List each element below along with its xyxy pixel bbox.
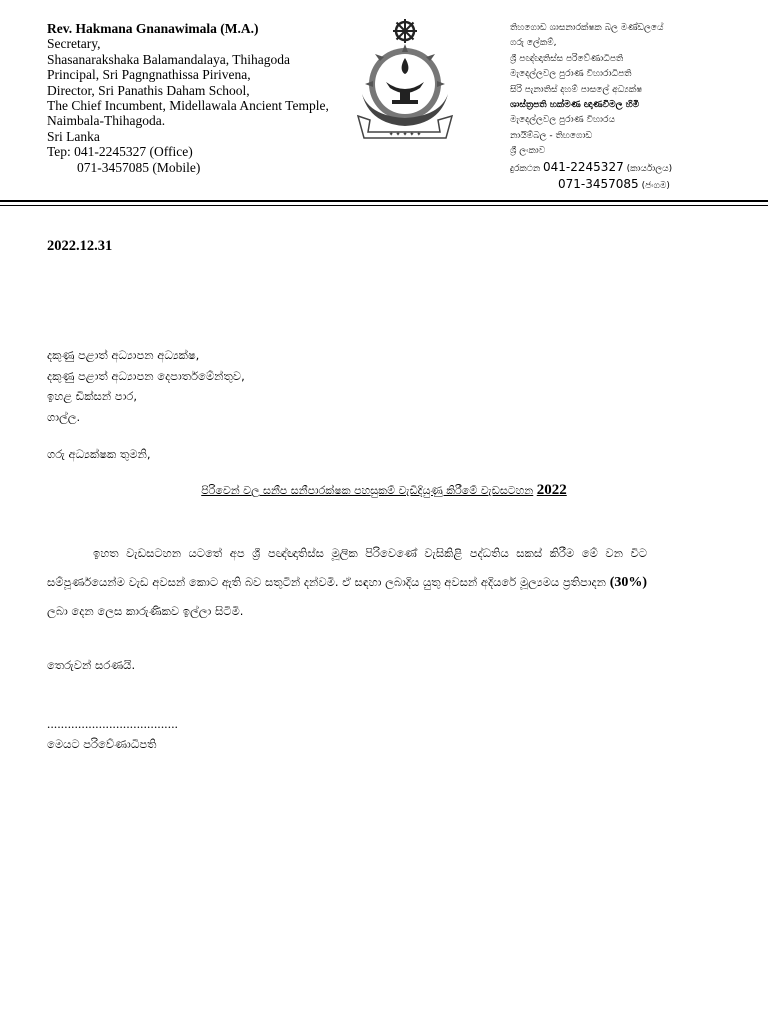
closing: තෙරුවන් සරණයි. (47, 658, 136, 672)
letterhead-si-line: ශ්‍රී ලංකාව (510, 146, 546, 157)
letterhead-sinhala (510, 21, 750, 194)
letterhead-line: The Chief Incumbent, Midellawala Ancient Temple, (47, 98, 329, 114)
letterhead-line: Sri Lanka (47, 128, 100, 144)
addressee-line: ගාල්ල. (47, 409, 81, 424)
phone-mobile: 071-3457085 (558, 177, 639, 192)
letter-date: 2022.12.31 (47, 238, 113, 254)
phone-office: 041-2245327 (543, 159, 624, 174)
body-paragraph (47, 539, 647, 626)
letterhead-si-line: නායිම්බල - තිහගොඩ (510, 130, 593, 141)
addressee-line: දකුණු පළාත් අධ්‍යාපන දෙපාර්තමේන්තුව, (47, 368, 245, 383)
body-part-1: ඉහත වැඩසටහන යටතේ අප ශ්‍රී පඥ්ඥාතිස්ස මූලික පිරිවෙණේ වැසිකිළි පද්ධතිය සකස් කිරීම මේ වන විට සම්පූර්ණයෙන්ම වැඩ අවසන් කොට ඇති බව සතුටින් දන්වමි. ඒ සඳහා ලබාදිය යුතු අවසන් අදියරේ මූල්‍යමය ප්‍රතිපාදන (47, 546, 647, 589)
dharma-wheel-icon (393, 19, 417, 43)
svg-text:✦ ✦ ✦ ✦ ✦: ✦ ✦ ✦ ✦ ✦ (388, 131, 422, 138)
header-divider-thin (0, 205, 768, 206)
letterhead-si-line: මැදෙල්ලවල පුරාණ විහාරාධිපති (510, 69, 632, 80)
signature-line: ...................................... (47, 716, 179, 731)
letterhead-si-line: ශ්‍රී පඥ්ඥාතිස්ස පරිවේණාධිපති (510, 53, 624, 64)
subject-line (0, 482, 768, 499)
addressee-block (47, 345, 245, 427)
letterhead-si-line: ගරු ලේකම්, (510, 38, 557, 49)
letterhead-si-phone (510, 160, 750, 177)
subject-year: 2022 (536, 482, 567, 498)
body-percent: (30%) (609, 575, 648, 590)
letterhead-si-name: ශාස්ත්‍රපති හක්මණ ඥාණවිමල හිමි (510, 100, 640, 111)
addressee-line: දකුණු පළාත් අධ්‍යාපන අධ්‍යක්ෂ, (47, 348, 200, 362)
letterhead-si-line: තිහගොඩ ශාසනාරක්ෂක බල මණ්ඩලයේ (510, 23, 664, 33)
letterhead-si-line: සිරි පැනාතිස් දහම් පාසලේ අධ්‍යක්ෂ (510, 84, 643, 95)
signer-title: මෙයට පරිවේණාධිපති (47, 737, 157, 751)
sender-name: Rev. Hakmana Gnanawimala (M.A.) (47, 21, 259, 36)
phone-mobile-tag: (ජංගම) (641, 181, 670, 192)
letterhead-english (47, 21, 357, 175)
sun-rays-icon (365, 44, 445, 120)
header-divider (0, 200, 768, 202)
letterhead-line: Director, Sri Panathis Daham School, (47, 82, 250, 98)
letterhead-line: Secretary, (47, 36, 101, 52)
addressee-line: ඉහළ ඩික්සන් පාර, (47, 389, 137, 403)
salutation: ගරු අධ්‍යක්ෂක තුමනි, (47, 447, 151, 461)
letterhead-mobile: 071-3457085 (Mobile) (77, 159, 201, 175)
letterhead-line: Principal, Sri Pagngnathissa Pirivena, (47, 67, 251, 83)
seal-emblem (340, 16, 470, 146)
letterhead-si-line: මැදෙල්ලවල පුරාණ විහාරය (510, 115, 615, 126)
phone-label: දුරකථන (510, 163, 541, 174)
subject-text: පිරිවෙන් වල සනීප සනීපාරක්ෂක පහසුකම් වැඩිදියුණු කිරීමේ වැඩසටහන (201, 484, 534, 497)
body-part-2: ලබා දෙන ලෙස කාරුණිකව ඉල්ලා සිටිමි. (47, 604, 244, 618)
letterhead-si-mobile (510, 177, 750, 194)
letter-body (47, 539, 647, 626)
letterhead-phone: Tep: 041-2245327 (Office) (47, 144, 193, 160)
letterhead-line: Shasanarakshaka Balamandalaya, Thihagoda (47, 51, 291, 67)
phone-office-tag: (කාර්යාලය) (626, 163, 673, 174)
letterhead-line: Naimbala-Thihagoda. (47, 113, 166, 129)
